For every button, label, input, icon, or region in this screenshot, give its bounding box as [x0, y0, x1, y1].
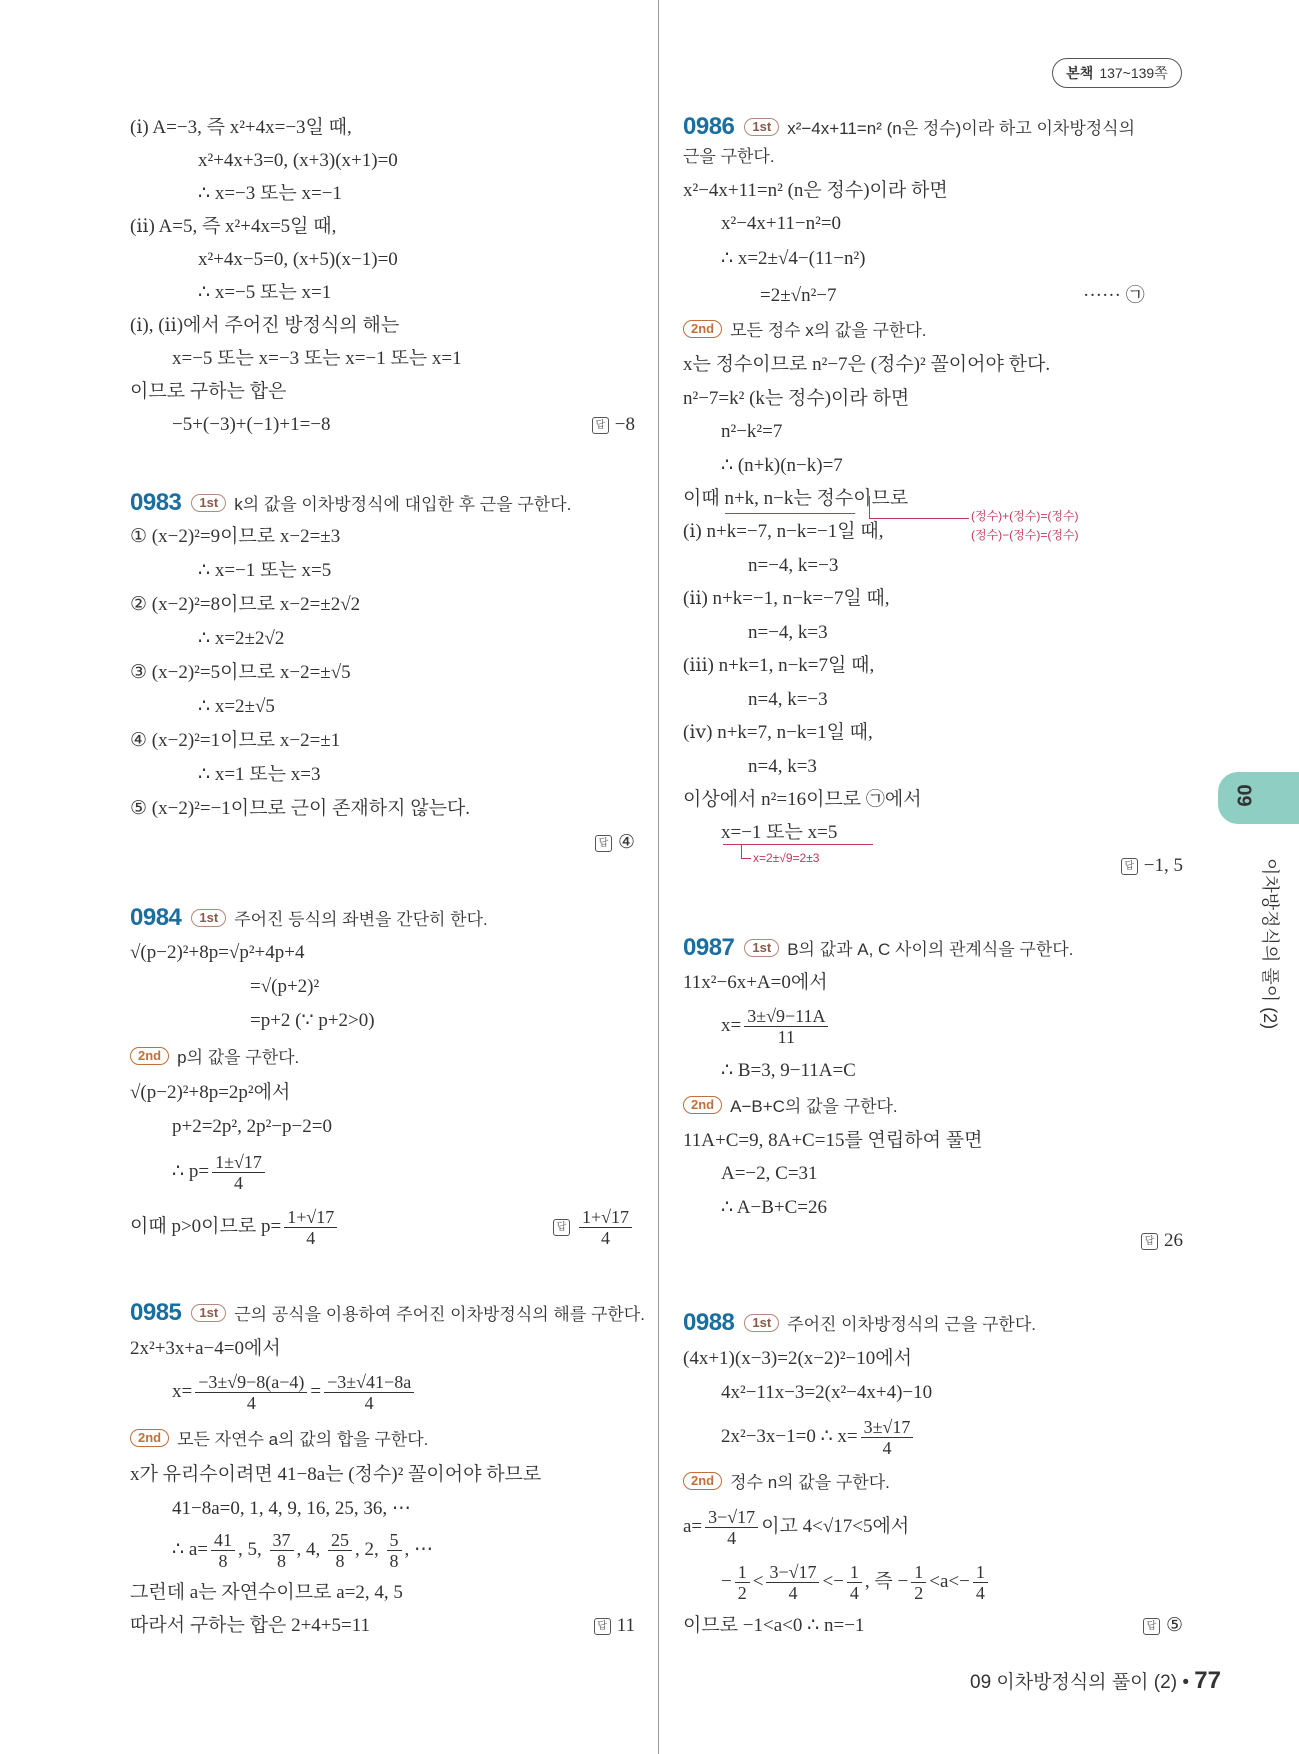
problem-header-0986 — [683, 114, 1135, 142]
fraction — [766, 1562, 819, 1603]
answer-icon: 답 — [1143, 1618, 1160, 1635]
denominator: 8 — [277, 1551, 286, 1572]
denominator: 4 — [882, 1438, 892, 1459]
answer — [592, 412, 635, 438]
denominator: 2 — [914, 1583, 924, 1604]
problem-number: 0988 — [683, 1309, 735, 1336]
text-line: =p+2 (∵ p+2>0) — [250, 1010, 375, 1031]
fraction — [705, 1507, 758, 1548]
step-badge: 1st — [744, 118, 779, 136]
text-line: =2±√n²−7 — [760, 285, 837, 306]
problem-number: 0985 — [130, 1299, 182, 1326]
denominator: 4 — [975, 1583, 985, 1604]
expr-token: 5 — [247, 1539, 257, 1560]
text-line: ④ (x−2)²=1이므로 x−2=±1 — [130, 730, 341, 751]
footer-bullet: • — [1182, 1672, 1189, 1693]
connector-line — [741, 858, 751, 859]
denominator: 2 — [737, 1583, 747, 1604]
annotation: x=2±√9=2±3 — [753, 851, 820, 865]
step-badge: 1st — [744, 939, 779, 957]
numerator: 1 — [973, 1562, 988, 1583]
chapter-tab — [1218, 772, 1299, 824]
step-description: 정수 n의 값을 구한다. — [730, 1473, 890, 1492]
answer — [595, 830, 635, 856]
text-line: ∴ x=2±√4−(11−n²) — [721, 248, 866, 269]
fraction — [324, 1372, 414, 1413]
fraction — [847, 1562, 862, 1603]
problem-header-0983 — [130, 490, 571, 518]
fraction — [195, 1372, 307, 1413]
step-description: 주어진 등식의 좌변을 간단히 한다. — [234, 910, 488, 929]
separator: , — [374, 1539, 384, 1560]
text-line — [130, 1205, 340, 1249]
answer — [1121, 853, 1183, 879]
numerator: 1 — [847, 1562, 862, 1583]
numerator: 1 — [911, 1562, 926, 1583]
numerator: 37 — [270, 1530, 294, 1551]
underline — [725, 513, 855, 514]
step-badge: 1st — [191, 909, 226, 927]
text-line — [683, 1505, 909, 1549]
denominator: 11 — [777, 1027, 796, 1048]
problem-header-0988 — [683, 1310, 1036, 1338]
expr-prefix: 2x²−3x−1=0 ∴ x= — [721, 1426, 858, 1447]
expr-prefix: a= — [683, 1516, 703, 1537]
step-badge: 2nd — [683, 1472, 722, 1490]
answer — [1143, 1613, 1183, 1639]
numerator: 41 — [211, 1530, 235, 1551]
problem-header-0985 — [130, 1300, 645, 1328]
expr-prefix: ∴ a= — [172, 1539, 208, 1560]
text-line: (ⅱ) n+k=−1, n−k=−7일 때, — [683, 588, 890, 609]
step-header — [683, 318, 926, 344]
book-ref-pages: 137~139쪽 — [1099, 65, 1168, 81]
fraction — [744, 1006, 828, 1047]
numerator: 3−√17 — [766, 1562, 819, 1583]
answer-icon: 답 — [594, 1618, 611, 1635]
text-line: ∴ (n+k)(n−k)=7 — [721, 455, 843, 476]
step-description: A−B+C의 값을 구한다. — [730, 1097, 898, 1116]
numerator: 3±√17 — [861, 1417, 914, 1438]
text-line: 이때 n+k, n−k는 정수이므로 — [683, 488, 909, 509]
numerator: 1+√17 — [579, 1207, 632, 1228]
text-line: x=−1 또는 x=5 — [721, 822, 838, 843]
fraction — [861, 1417, 914, 1458]
step-badge: 2nd — [683, 1096, 722, 1114]
denominator: 8 — [218, 1551, 228, 1572]
step-description: 모든 자연수 a의 값의 합을 구한다. — [177, 1430, 429, 1449]
text-line: =√(p+2)² — [250, 976, 320, 997]
text-line: x²−4x+11=n² (n은 정수)이라 하면 — [683, 180, 948, 201]
fraction — [270, 1530, 294, 1571]
separator: , — [296, 1539, 306, 1560]
text-line: 11x²−6x+A=0에서 — [683, 972, 828, 993]
numerator: −3±√41−8a — [324, 1372, 414, 1393]
text-line — [172, 1370, 417, 1414]
text-line: p+2=2p², 2p²−p−2=0 — [172, 1116, 332, 1137]
text-line: n²−k²=7 — [721, 421, 783, 442]
step-header — [683, 1470, 890, 1496]
answer — [1141, 1228, 1183, 1254]
text-line: A=−2, C=31 — [721, 1163, 818, 1184]
connector-line — [741, 844, 743, 858]
text-line: 41−8a=0, 1, 4, 9, 16, 25, 36, ⋯ — [172, 1498, 411, 1519]
text-line: ∴ x=2±2√2 — [198, 628, 285, 649]
text-line: 따라서 구하는 합은 2+4+5=11 — [130, 1615, 371, 1636]
text-line: n²−7=k² (k는 정수)이라 하면 — [683, 388, 910, 409]
text-line: 11A+C=9, 8A+C=15를 연립하여 풀면 — [683, 1130, 983, 1151]
text-line: 2x²+3x+a−4=0에서 — [130, 1338, 281, 1359]
step-badge: 1st — [191, 494, 226, 512]
separator: , — [404, 1539, 414, 1560]
connector-line — [869, 518, 969, 519]
step-description-cont: 근을 구한다. — [683, 147, 775, 166]
text-line: (ⅳ) n+k=7, n−k=1일 때, — [683, 722, 873, 743]
fraction — [211, 1530, 235, 1571]
text-line: ∴ x=−5 또는 x=1 — [198, 282, 332, 303]
denominator: 4 — [233, 1173, 243, 1194]
denominator: 4 — [788, 1583, 798, 1604]
denominator: 4 — [849, 1583, 859, 1604]
separator: , — [355, 1539, 365, 1560]
expr-token: < — [752, 1571, 764, 1592]
text-line: x²+4x+3=0, (x+3)(x+1)=0 — [198, 150, 398, 171]
text-line: ② (x−2)²=8이므로 x−2=±2√2 — [130, 594, 361, 615]
text-line: n=−4, k=−3 — [748, 555, 839, 576]
denominator: 8 — [335, 1551, 345, 1572]
step-description: 모든 정수 x의 값을 구한다. — [730, 321, 927, 340]
step-description: x²−4x+11=n² (n은 정수)이라 하고 이차방정식의 — [787, 119, 1136, 138]
fraction — [973, 1562, 988, 1603]
denominator: 8 — [389, 1551, 399, 1572]
text-line — [721, 1560, 991, 1604]
text-line: n=−4, k=3 — [748, 622, 828, 643]
page-footer — [970, 1667, 1221, 1695]
text-line: 이므로 구하는 합은 — [130, 381, 287, 402]
footer-chapter: 09 이차방정식의 풀이 (2) — [970, 1672, 1178, 1693]
denominator: 4 — [727, 1528, 737, 1549]
text-line: (ⅱ) A=5, 즉 x²+4x=5일 때, — [130, 216, 337, 237]
step-description: k의 값을 이차방정식에 대입한 후 근을 구한다. — [234, 495, 572, 514]
fraction — [911, 1562, 926, 1603]
problem-number: 0984 — [130, 904, 182, 931]
expr-prefix: ∴ p= — [172, 1161, 210, 1182]
chapter-tab-number: 09 — [1232, 784, 1255, 807]
answer-icon: 답 — [592, 417, 609, 434]
text-line: 이상에서 n²=16이므로 ㉠에서 — [683, 789, 922, 810]
numerator: 25 — [328, 1530, 352, 1551]
book-reference-badge: 본책 137~139쪽 — [1052, 58, 1182, 88]
expr-token: , 즉 − — [864, 1571, 909, 1592]
text-line — [172, 1528, 433, 1572]
expr-token: − — [721, 1571, 732, 1592]
annotation: (정수)+(정수)=(정수) — [971, 509, 1079, 523]
expr-suffix: 이고 4<√17<5에서 — [761, 1516, 910, 1537]
problem-number: 0983 — [130, 489, 182, 516]
answer-icon: 답 — [595, 835, 612, 852]
text-line: x=−5 또는 x=−3 또는 x=−1 또는 x=1 — [172, 348, 462, 369]
separator: , — [315, 1539, 325, 1560]
denominator: 4 — [246, 1393, 256, 1414]
text-line: ∴ x=2±√5 — [198, 696, 275, 717]
expr-prefix: x= — [172, 1381, 193, 1402]
step-header — [683, 1094, 898, 1120]
text-line: x는 정수이므로 n²−7은 (정수)² 꼴이어야 한다. — [683, 354, 1051, 375]
separator: , — [238, 1539, 248, 1560]
step-header — [130, 1045, 299, 1071]
problem-header-0987 — [683, 935, 1073, 963]
fraction — [387, 1530, 402, 1571]
text-line — [721, 1004, 831, 1048]
text-line: (ⅰ), (ⅱ)에서 주어진 방정식의 해는 — [130, 315, 400, 336]
answer — [553, 1205, 635, 1249]
expr-token: 2 — [364, 1539, 374, 1560]
text-line: 이므로 −1<a<0 ∴ n=−1 — [683, 1615, 865, 1636]
fraction — [212, 1152, 265, 1193]
problem-number: 0986 — [683, 113, 735, 140]
step-badge: 1st — [744, 1314, 779, 1332]
text-line: √(p−2)²+8p=√p²+4p+4 — [130, 942, 305, 963]
equals: = — [310, 1381, 322, 1402]
text-line: ∴ A−B+C=26 — [721, 1197, 828, 1218]
text-line: 4x²−11x−3=2(x²−4x+4)−10 — [721, 1382, 933, 1403]
column-divider — [658, 0, 659, 1754]
text-line: ⑤ (x−2)²=−1이므로 근이 존재하지 않는다. — [130, 798, 471, 819]
step-description: B의 값과 A, C 사이의 관계식을 구한다. — [787, 940, 1074, 959]
numerator: 3±√9−11A — [744, 1006, 828, 1027]
text-line: x²−4x+11−n²=0 — [721, 213, 842, 234]
step-description: 주어진 이차방정식의 근을 구한다. — [787, 1315, 1036, 1334]
numerator: 1 — [735, 1562, 750, 1583]
answer-value: ④ — [617, 832, 635, 853]
denominator: 4 — [306, 1228, 316, 1249]
text-line: n=4, k=3 — [748, 756, 817, 777]
answer-icon: 답 — [1141, 1233, 1158, 1250]
numerator: 3−√17 — [705, 1507, 758, 1528]
step-description: 근의 공식을 이용하여 주어진 이차방정식의 해를 구한다. — [234, 1305, 645, 1324]
problem-number: 0987 — [683, 934, 735, 961]
step-header — [130, 1427, 428, 1453]
text-line: ① (x−2)²=9이므로 x−2=±3 — [130, 526, 341, 547]
text-line: ∴ x=−3 또는 x=−1 — [198, 183, 342, 204]
fraction — [579, 1207, 632, 1248]
separator: , — [257, 1539, 267, 1560]
answer-value: −8 — [614, 414, 635, 435]
numerator: 1+√17 — [284, 1207, 337, 1228]
text-line: ∴ x=−1 또는 x=5 — [198, 560, 332, 581]
text-line: 그런데 a는 자연수이므로 a=2, 4, 5 — [130, 1582, 403, 1603]
step-badge: 1st — [191, 1304, 226, 1322]
text-line — [721, 1415, 916, 1459]
text-line: (ⅰ) A=−3, 즉 x²+4x=−3일 때, — [130, 117, 352, 138]
problem-header-0984 — [130, 905, 488, 933]
answer-value: 11 — [616, 1615, 635, 1636]
marker-dots: ······ ㉠ — [1083, 285, 1145, 306]
text-line: ③ (x−2)²=5이므로 x−2=±√5 — [130, 662, 351, 683]
denominator: 4 — [600, 1228, 610, 1249]
text-line: (4x+1)(x−3)=2(x−2)²−10에서 — [683, 1348, 912, 1369]
chapter-tab-title: 이차방정식의 풀이 (2) — [1260, 858, 1280, 1030]
answer — [594, 1613, 635, 1639]
denominator: 4 — [364, 1393, 374, 1414]
fraction — [328, 1530, 352, 1571]
annotation: (정수)−(정수)=(정수) — [971, 528, 1079, 542]
numerator: 1±√17 — [212, 1152, 265, 1173]
page-number: 77 — [1194, 1667, 1221, 1694]
numerator: −3±√9−8(a−4) — [195, 1372, 307, 1393]
text-line: n=4, k=−3 — [748, 689, 828, 710]
text-line: x가 유리수이려면 41−8a는 (정수)² 꼴이어야 하므로 — [130, 1464, 542, 1485]
text-line: ∴ B=3, 9−11A=C — [721, 1060, 856, 1081]
text-line: (ⅲ) n+k=1, n−k=7일 때, — [683, 655, 875, 676]
text-line: √(p−2)²+8p=2p²에서 — [130, 1082, 291, 1103]
numerator: 5 — [387, 1530, 402, 1551]
expr-token: 4 — [306, 1539, 316, 1560]
answer-icon: 답 — [1121, 858, 1138, 875]
expr-prefix: 이때 p>0이므로 p= — [130, 1216, 282, 1237]
answer-value: −1, 5 — [1143, 855, 1183, 876]
underline — [723, 844, 873, 845]
expr-token: <a<− — [929, 1571, 970, 1592]
text-line: x²+4x−5=0, (x+5)(x−1)=0 — [198, 249, 398, 270]
text-line: −5+(−3)+(−1)+1=−8 — [172, 414, 331, 435]
expr-token: ⋯ — [414, 1539, 433, 1560]
answer-value: ⑤ — [1165, 1615, 1183, 1636]
expr-prefix: x= — [721, 1015, 742, 1036]
answer-icon: 답 — [553, 1219, 570, 1236]
expr-token: <− — [822, 1571, 844, 1592]
step-badge: 2nd — [130, 1047, 169, 1065]
text-line: ∴ x=1 또는 x=3 — [198, 764, 321, 785]
text-line: (ⅰ) n+k=−7, n−k=−1일 때, — [683, 521, 884, 542]
fraction — [284, 1207, 337, 1248]
step-description: p의 값을 구한다. — [177, 1048, 300, 1067]
step-badge: 2nd — [683, 320, 722, 338]
connector-line — [869, 496, 871, 518]
answer-value: 26 — [1164, 1230, 1183, 1251]
step-badge: 2nd — [130, 1429, 169, 1447]
fraction — [735, 1562, 750, 1603]
text-line — [172, 1150, 268, 1194]
